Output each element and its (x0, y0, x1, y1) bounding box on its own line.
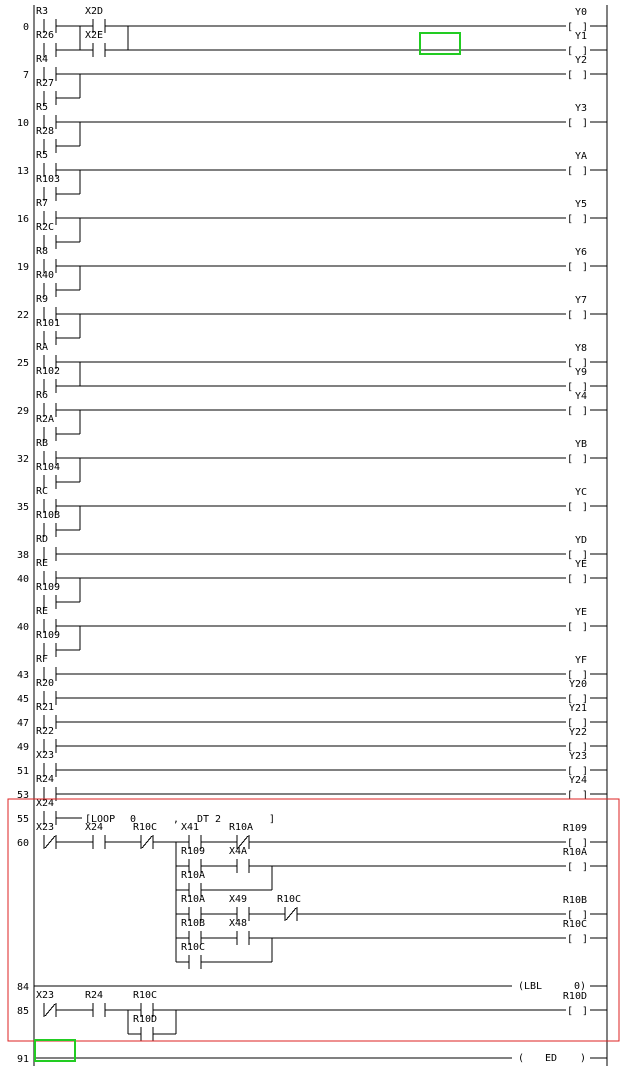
coil-close-bracket: ] (582, 910, 589, 921)
coil-open-bracket: [ (567, 622, 574, 633)
coil-open-bracket: [ (567, 838, 574, 849)
coil-close-bracket: ] (582, 22, 589, 33)
step-number: 0 (22, 22, 29, 33)
coil-open-bracket: [ (567, 934, 574, 945)
coil-close-bracket: ] (582, 214, 589, 225)
coil-open-bracket: [ (567, 166, 574, 177)
contact-label: R9 (36, 294, 49, 305)
coil-open-bracket: [ (567, 910, 574, 921)
coil-close-bracket: ] (582, 310, 589, 321)
coil-label: YB (574, 439, 587, 450)
contact-label: R6 (36, 390, 49, 401)
loop-close: ] (269, 814, 276, 825)
contact-label: R26 (36, 30, 55, 41)
step-number: 19 (16, 262, 29, 273)
coil-label: YF (574, 655, 587, 666)
step-number: 51 (16, 766, 29, 777)
contact-label: R27 (36, 78, 55, 89)
coil-close-bracket: ] (582, 358, 589, 369)
coil-close-bracket: ] (582, 262, 589, 273)
step-number: 29 (16, 406, 29, 417)
coil-close-bracket: ] (582, 766, 589, 777)
coil-label: YE (574, 559, 587, 570)
coil-open-bracket: [ (567, 118, 574, 129)
coil-label: YD (574, 535, 587, 546)
contact-label: R102 (36, 366, 61, 377)
contact-label: X2D (85, 6, 104, 17)
coil-open-bracket: [ (567, 670, 574, 681)
contact-label: R10C (133, 822, 158, 833)
coil-close-bracket: ] (582, 454, 589, 465)
contact-label: RD (36, 534, 49, 545)
coil-label: Y7 (574, 295, 587, 306)
step-number: 32 (16, 454, 29, 465)
coil-open-bracket: [ (567, 382, 574, 393)
contact-label: R10A (229, 822, 254, 833)
step-number: 49 (16, 742, 29, 753)
coil-label: Y5 (574, 199, 587, 210)
coil-close-bracket: ] (582, 622, 589, 633)
contact-label: R10C (277, 894, 302, 905)
step-number: 53 (16, 790, 29, 801)
coil-label: Y23 (568, 751, 587, 762)
coil-label: Y0 (574, 7, 587, 18)
selection-box (8, 799, 619, 1041)
contact-label: R22 (36, 726, 55, 737)
coil-close-bracket: ] (582, 118, 589, 129)
contact-label: R104 (36, 462, 61, 473)
contact-label: X23 (36, 750, 55, 761)
instructions (85, 814, 589, 1064)
coil-close-bracket: ] (582, 718, 589, 729)
coil-open-bracket: [ (567, 454, 574, 465)
step-number: 22 (16, 310, 29, 321)
coil-label: YE (574, 607, 587, 618)
coil-label: R109 (562, 823, 587, 834)
contact-label: X24 (36, 798, 55, 809)
loop-arg1: 0 (130, 814, 137, 825)
ed-open: ( (518, 1053, 525, 1064)
contact-label: R103 (36, 174, 61, 185)
contact-label: R3 (36, 6, 49, 17)
contact-label: R21 (36, 702, 55, 713)
contact-label: R10B (36, 510, 61, 521)
cursor-box[interactable] (420, 33, 460, 54)
ed-arg: ED (545, 1053, 558, 1064)
contact-label: X24 (85, 822, 104, 833)
step-number: 60 (16, 838, 29, 849)
step-number: 40 (16, 574, 29, 585)
step-numbers (17, 22, 29, 1065)
contact-label: X2E (85, 30, 104, 41)
coil-label: Y9 (574, 367, 587, 378)
contact-label: R10D (133, 1014, 158, 1025)
contact-label: RA (36, 342, 49, 353)
contact-label: R101 (36, 318, 61, 329)
step-number: 40 (16, 622, 29, 633)
contact-label: R20 (36, 678, 55, 689)
coil-open-bracket: [ (567, 46, 574, 57)
step-number: 45 (16, 694, 29, 705)
step-number: 25 (16, 358, 29, 369)
coil-open-bracket: [ (567, 790, 574, 801)
coil-open-bracket: [ (567, 502, 574, 513)
step-number: 38 (16, 550, 29, 561)
contact-label: R10A (181, 894, 206, 905)
loop-open: [LOOP (85, 814, 116, 825)
coil-open-bracket: [ (567, 70, 574, 81)
coil-label: Y21 (568, 703, 587, 714)
coil-close-bracket: ] (582, 550, 589, 561)
contact-label: RE (36, 558, 49, 569)
coil-label: Y8 (574, 343, 587, 354)
coil-label: R10C (562, 919, 587, 930)
coil-close-bracket: ] (582, 502, 589, 513)
coil-close-bracket: ] (582, 574, 589, 585)
contact-nc-slash (45, 836, 55, 848)
coil-close-bracket: ] (582, 382, 589, 393)
contact-label: X4A (229, 846, 248, 857)
coils (563, 7, 588, 1017)
contact-label: R5 (36, 102, 49, 113)
contact-label: R8 (36, 246, 49, 257)
coil-open-bracket: [ (567, 694, 574, 705)
contact-label: X49 (229, 894, 248, 905)
step-number: 84 (16, 982, 29, 993)
step-number: 43 (16, 670, 29, 681)
contact-label: R2A (36, 414, 55, 425)
coil-label: R10D (562, 991, 587, 1002)
contact-nc-slash (45, 1004, 55, 1016)
contact-label: R5 (36, 150, 49, 161)
coil-label: Y3 (574, 103, 587, 114)
coil-open-bracket: [ (567, 262, 574, 273)
coil-close-bracket: ] (582, 406, 589, 417)
contact-label: R10A (181, 870, 206, 881)
coil-open-bracket: [ (567, 718, 574, 729)
overlays (8, 33, 619, 1061)
step-number: 7 (22, 70, 29, 81)
coil-open-bracket: [ (567, 766, 574, 777)
contact-nc-slash (286, 908, 296, 920)
coil-close-bracket: ] (582, 742, 589, 753)
contact-label: R109 (36, 582, 61, 593)
contact-label: RB (36, 438, 49, 449)
coil-label: R10B (562, 895, 587, 906)
coil-close-bracket: ] (582, 1006, 589, 1017)
coil-close-bracket: ] (582, 70, 589, 81)
contact-label: R109 (36, 630, 61, 641)
step-number: 47 (16, 718, 29, 729)
contact-label: RE (36, 606, 49, 617)
coil-label: Y1 (574, 31, 587, 42)
coil-label: Y24 (568, 775, 587, 786)
contact-label: R10B (181, 918, 206, 929)
coil-label: Y22 (568, 727, 587, 738)
contact-label: R28 (36, 126, 55, 137)
coil-open-bracket: [ (567, 310, 574, 321)
coil-open-bracket: [ (567, 214, 574, 225)
coil-label: Y2 (574, 55, 587, 66)
coil-open-bracket: [ (567, 550, 574, 561)
coil-close-bracket: ] (582, 838, 589, 849)
wires (34, 5, 607, 1066)
coil-open-bracket: [ (567, 742, 574, 753)
step-number: 55 (16, 814, 29, 825)
contact-nc-slash (142, 836, 152, 848)
coil-open-bracket: [ (567, 574, 574, 585)
step-number: 85 (16, 1006, 29, 1017)
contact-label: RF (36, 654, 49, 665)
coil-label: R10A (562, 847, 587, 858)
ed-close: ) (580, 1053, 587, 1064)
contact-label: R4 (36, 54, 49, 65)
loop-arg2: DT 2 (197, 814, 222, 825)
contacts (36, 6, 301, 1041)
coil-open-bracket: [ (567, 358, 574, 369)
loop-sep: , (173, 814, 180, 825)
contact-label: X23 (36, 822, 55, 833)
coil-label: YC (574, 487, 587, 498)
contact-label: RC (36, 486, 49, 497)
contact-label: R40 (36, 270, 55, 281)
contact-label: R2C (36, 222, 55, 233)
coil-open-bracket: [ (567, 22, 574, 33)
contact-label: X41 (181, 822, 200, 833)
lbl-arg: 0) (574, 981, 587, 992)
coil-close-bracket: ] (582, 46, 589, 57)
coil-open-bracket: [ (567, 406, 574, 417)
contact-label: R7 (36, 198, 49, 209)
coil-close-bracket: ] (582, 694, 589, 705)
contact-label: X48 (229, 918, 248, 929)
lbl-open: (LBL (518, 981, 543, 992)
contact-label: R10C (181, 942, 206, 953)
coil-close-bracket: ] (582, 166, 589, 177)
contact-label: R109 (181, 846, 206, 857)
coil-label: Y6 (574, 247, 587, 258)
step-number: 13 (16, 166, 29, 177)
coil-close-bracket: ] (582, 934, 589, 945)
coil-open-bracket: [ (567, 862, 574, 873)
step-number: 35 (16, 502, 29, 513)
step-number: 91 (16, 1054, 29, 1065)
coil-label: Y20 (568, 679, 587, 690)
contact-label: X23 (36, 990, 55, 1001)
step-number: 16 (16, 214, 29, 225)
contact-label: R10C (133, 990, 158, 1001)
contact-label: R24 (36, 774, 55, 785)
coil-close-bracket: ] (582, 862, 589, 873)
step-number: 10 (16, 118, 29, 129)
contact-label: R24 (85, 990, 104, 1001)
coil-close-bracket: ] (582, 670, 589, 681)
coil-label: YA (574, 151, 587, 162)
coil-label: Y4 (574, 391, 587, 402)
coil-close-bracket: ] (582, 790, 589, 801)
coil-open-bracket: [ (567, 1006, 574, 1017)
